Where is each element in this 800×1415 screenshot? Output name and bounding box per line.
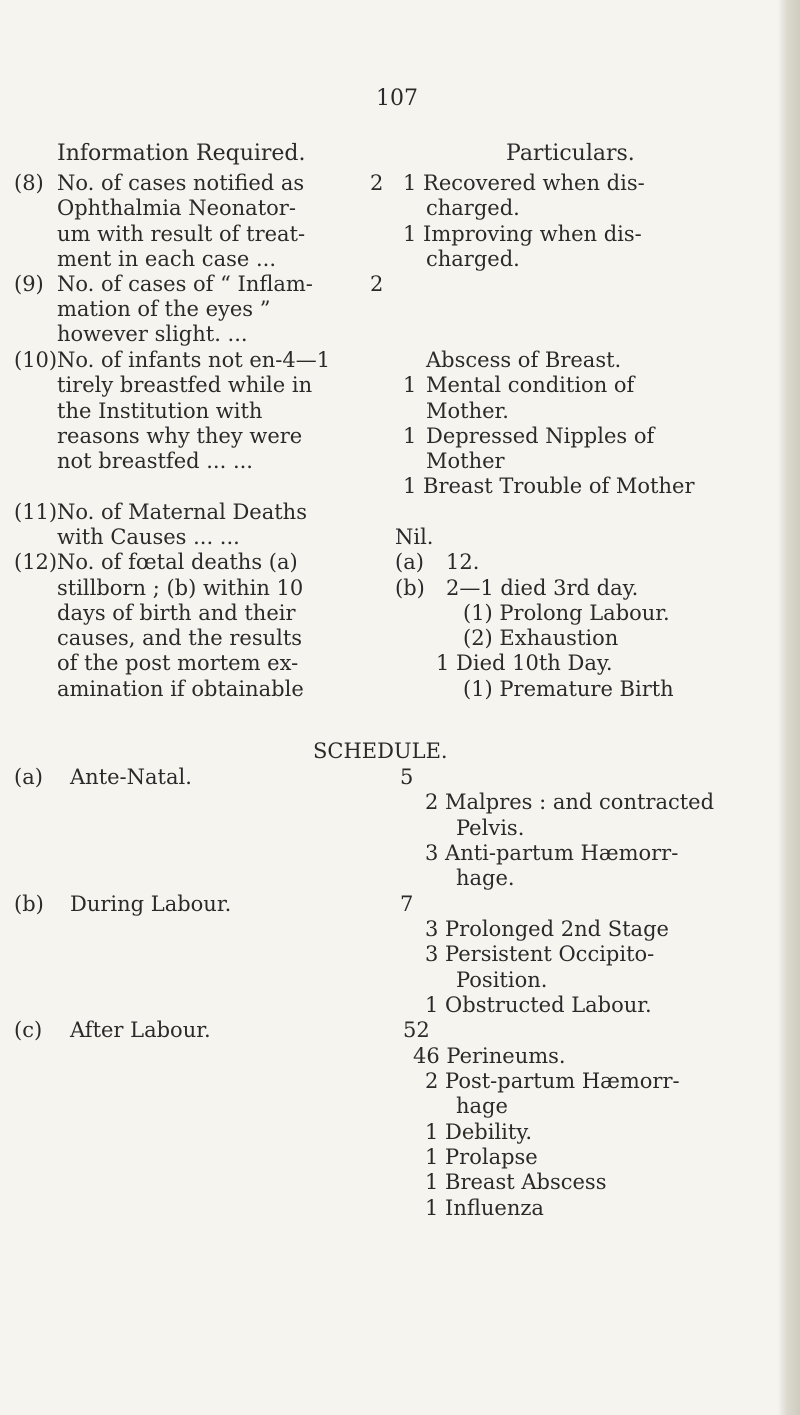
schedule-item: Position. [456,968,548,992]
entry-line: amination if obtainable [57,677,304,701]
particular-line: (2) Exhaustion [463,626,619,650]
entry-number: (9) [14,272,44,296]
schedule-title: SCHEDULE. [313,739,448,763]
entry-line: ment in each case ... [57,247,276,271]
schedule-item: 1 Prolapse [425,1145,538,1169]
schedule-item: Pelvis. [456,816,525,840]
particular-line: 12. [446,550,480,574]
schedule-section-label: (a) [14,765,43,789]
schedule-section-total: 52 [403,1018,430,1042]
entry-number: (8) [14,171,44,195]
schedule-item: 3 Persistent Occipito- [425,942,655,966]
entry-count: 2 [370,171,384,195]
schedule-section-total: 7 [400,892,414,916]
entry-line: the Institution with [57,399,263,423]
entry-line: causes, and the results [57,626,303,650]
particular-line: charged. [426,247,520,271]
particular-count: 1 [403,373,417,397]
column-header-particulars: Particulars. [506,141,635,166]
schedule-item: 2 Post-partum Hæmorr- [425,1069,680,1093]
entry-line: days of birth and their [57,601,296,625]
schedule-item: 46 Perineums. [413,1044,566,1068]
particular-line: Mother [426,449,505,473]
particular-label: (b) [395,576,425,600]
entry-line: however slight. ... [57,322,248,346]
schedule-item: 2 Malpres : and contracted [425,790,715,814]
particular-line: Depressed Nipples of [426,424,655,448]
entry-line: No. of cases notified as [57,171,305,195]
entry-line: No. of fœtal deaths (a) [57,550,298,574]
schedule-section-label: (b) [14,892,44,916]
schedule-item: 1 Obstructed Labour. [425,993,652,1017]
particular-line: 2—1 died 3rd day. [446,576,639,600]
entry-line: mation of the eyes ” [57,297,271,321]
entry-number: (11) [14,500,58,524]
entry-count: 2 [370,272,384,296]
schedule-item: 1 Debility. [425,1120,533,1144]
schedule-item: 3 Anti-partum Hæmorr- [425,841,679,865]
page-edge-shadow [778,0,800,1415]
particular-line: 1 Died 10th Day. [436,651,613,675]
entry-line: not breastfed ... ... [57,449,253,473]
particular-line: Mother. [426,399,509,423]
schedule-item: 3 Prolonged 2nd Stage [425,917,669,941]
column-header-information: Information Required. [57,141,306,166]
schedule-item: hage. [456,866,515,890]
schedule-section-total: 5 [400,765,414,789]
entry-line: um with result of treat- [57,222,306,246]
particular-count: 1 [403,424,417,448]
particular-line: Nil. [395,525,434,549]
schedule-item: 1 Influenza [425,1196,544,1220]
entry-line: No. of infants not en-4—1 [57,348,331,372]
schedule-section-name: Ante-Natal. [70,765,192,789]
particular-line: charged. [426,196,520,220]
particular-line: 1 Breast Trouble of Mother [403,474,695,498]
particular-line: (1) Prolong Labour. [463,601,670,625]
entry-line: stillborn ; (b) within 10 [57,576,304,600]
particular-line: 1 Recovered when dis- [403,171,645,195]
particular-line: Abscess of Breast. [426,348,622,372]
entry-number: (12) [14,550,58,574]
entry-line: Ophthalmia Neonator- [57,196,296,220]
entry-line: reasons why they were [57,424,303,448]
particular-line: 1 Improving when dis- [403,222,642,246]
schedule-section-label: (c) [14,1018,43,1042]
entry-line: No. of Maternal Deaths [57,500,307,524]
particular-line: (1) Premature Birth [463,677,674,701]
entry-line: of the post mortem ex- [57,651,299,675]
particular-label: (a) [395,550,424,574]
entry-line: with Causes ... ... [57,525,240,549]
schedule-section-name: After Labour. [70,1018,211,1042]
page-number: 107 [376,86,418,111]
schedule-section-name: During Labour. [70,892,232,916]
schedule-item: 1 Breast Abscess [425,1170,607,1194]
schedule-item: hage [456,1094,508,1118]
entry-line: tirely breastfed while in [57,373,313,397]
particular-line: Mental condition of [426,373,635,397]
entry-line: No. of cases of “ Inflam- [57,272,313,296]
entry-number: (10) [14,348,58,372]
